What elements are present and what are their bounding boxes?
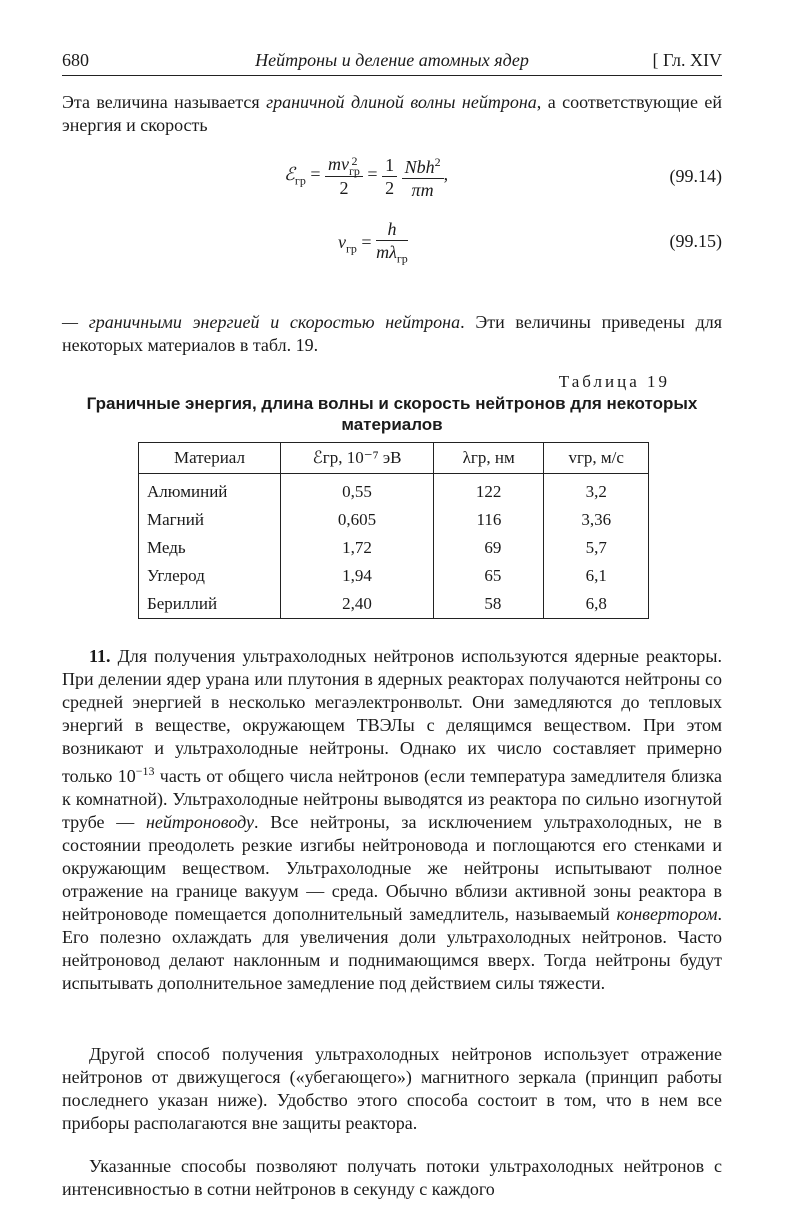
table-row xyxy=(139,506,649,534)
col-header-velocity: vгр, м/с xyxy=(544,443,649,474)
term-boundary-wavelength: граничной длиной волны нейтрона xyxy=(266,92,537,112)
eq2-den: mλ xyxy=(376,242,397,262)
header-rule xyxy=(62,75,722,76)
paragraph-intro xyxy=(62,91,722,137)
term-converter: конвертором xyxy=(616,904,718,924)
eq1-num1-sub: гр xyxy=(348,163,360,178)
para1-text-b: , а соответствующие ей энергия и скорость xyxy=(62,92,723,135)
cell-velocity: 3,2 xyxy=(544,474,649,507)
cell-energy: 1,94 xyxy=(281,562,434,590)
cell-material: Магний xyxy=(139,506,281,534)
col-header-material: Материал xyxy=(139,443,281,474)
para3-text-c: . Все нейтроны, за исключением ультрахолодных, не в состоянии преодолеть резкие изгибы нейтроновода и поглощаются его стенками и окружающим веществом. Ультрахолодные же нейтроны испытывают полное отражение на границе вакуум — среда. Обычно вблизи активной зоны реактора в нейтроноводе помещается дополнительный замедлитель, называемый xyxy=(62,812,722,924)
eq1-frac1 xyxy=(325,153,363,199)
cell-velocity: 6,8 xyxy=(544,590,649,619)
paragraph-boundary-terms xyxy=(62,311,722,357)
cell-velocity: 6,1 xyxy=(544,562,649,590)
term-boundary-energy-velocity: — граничными энергией и скоростью нейтрона xyxy=(62,312,461,332)
para3-exponent: −13 xyxy=(135,764,155,778)
materials-table xyxy=(138,442,649,619)
cell-material: Углерод xyxy=(139,562,281,590)
table-row xyxy=(139,534,649,562)
cell-energy: 0,605 xyxy=(281,506,434,534)
cell-wavelength: 69 xyxy=(434,534,544,562)
eq2-num: h xyxy=(376,218,408,241)
para3-text-d: . Его полезно охлаждать для увеличения доли ультрахолодных нейтронов. Часто нейтроновод делают наклонным и поднимающимся вверх. Тогда нейтроны будут испытывать дополнительное замедление под действием силы тяжести. xyxy=(62,904,722,993)
col-header-wavelength: λгр, нм xyxy=(434,443,544,474)
para3-text-a: Для получения ультрахолодных нейтронов используются ядерные реакторы. При делении ядер урана или плутония в ядерных реакторах получаются нейтроны со средней энергией в несколько мегаэлектронвольт. Они замедляются до тепловых энергий в веществе, окружающем ТВЭЛы с делящимся веществом. При этом возникают и ультрахолодные нейтроны. Однако их число составляет примерно только 10 xyxy=(62,646,722,786)
para1-text-a: Эта величина называется xyxy=(62,92,267,112)
cell-velocity: 5,7 xyxy=(544,534,649,562)
term-neutron-guide: нейтроноводу xyxy=(145,812,254,832)
table-row xyxy=(139,562,649,590)
eq2-lhs-sub: гр xyxy=(346,241,357,256)
table-title: Граничные энергия, длина волны и скорость нейтронов для некоторых материалов xyxy=(86,394,698,434)
eq2-lhs: v xyxy=(338,231,346,252)
table-caption: Таблица 19 xyxy=(558,372,670,391)
page-number: 680 xyxy=(62,50,89,70)
eq1-lhs: ℰ xyxy=(284,164,295,185)
para3-text-b: часть от общего числа нейтронов (если температура замедлителя близка к комнатной). Ультрахолодные нейтроны выводятся из реактора по сильно изогнутой трубе — xyxy=(62,766,723,832)
table-row xyxy=(139,474,649,507)
cell-energy: 2,40 xyxy=(281,590,434,619)
cell-material: Медь xyxy=(139,534,281,562)
cell-material: Бериллий xyxy=(139,590,281,619)
eq1-num3: Nbh xyxy=(404,157,435,177)
para2-text: . Эти величины приведены для некоторых материалов в табл. 19. xyxy=(62,312,722,355)
cell-wavelength: 65 xyxy=(434,562,544,590)
cell-material: Алюминий xyxy=(139,474,281,507)
col-header-energy: ℰгр, 10⁻⁷ эВ xyxy=(281,443,434,474)
eq1-num1-sup: 2 xyxy=(351,153,358,168)
eq2-frac xyxy=(376,218,408,270)
cell-wavelength: 116 xyxy=(434,506,544,534)
equation-99-14: ℰ$_{гр}$ = mv 2 гр 2 = $\frac{1}{2}$ $\frac{Nbh^2}{\pi m}$ , xyxy=(284,151,448,201)
cell-energy: 1,72 xyxy=(281,534,434,562)
eq2-den-sub: гр xyxy=(396,251,408,266)
eq1-num1: mv xyxy=(327,154,349,175)
equation-number-99-15: (99.15) xyxy=(669,231,722,251)
eq1-frac3 xyxy=(402,151,444,201)
paragraph-magnetic-mirror: Другой способ получения ультрахолодных нейтронов использует отражение нейтронов от движущегося («убегающего») магнитного зеркала (принцип работы последнего указан ниже). Удобство этого способа состоит в том, что в нем все приборы располагаются вне защиты реактора. xyxy=(62,1044,722,1133)
eq1-frac2 xyxy=(382,154,397,199)
cell-wavelength: 122 xyxy=(434,474,544,507)
paragraph-section-11 xyxy=(62,645,722,995)
running-title: Нейтроны и деление атомных ядер xyxy=(255,50,529,70)
cell-energy: 0,55 xyxy=(281,474,434,507)
paragraph-intensity: Указанные способы позволяют получать потоки ультрахолодных нейтронов с интенсивностью в сотни нейтронов в секунду с каждого xyxy=(62,1156,722,1199)
section-number: 11. xyxy=(89,646,111,666)
eq1-den1: 2 xyxy=(339,177,349,198)
eq1-den2: 2 xyxy=(385,177,395,198)
running-header xyxy=(62,48,722,72)
eq1-num2: 1 xyxy=(382,154,397,177)
eq1-lhs-sub: гр xyxy=(294,173,306,188)
table-row xyxy=(139,590,649,619)
chapter-label: [ Гл. XIV xyxy=(652,50,722,70)
cell-wavelength: 58 xyxy=(434,590,544,619)
eq1-den3: πm xyxy=(411,180,434,200)
equation-99-15: $v_{гр}$ = $\frac{h}{m\lambda_{гр}}$ xyxy=(338,218,408,270)
equation-number-99-14: (99.14) xyxy=(669,166,722,186)
eq1-num3-sup: 2 xyxy=(434,155,441,169)
cell-velocity: 3,36 xyxy=(544,506,649,534)
